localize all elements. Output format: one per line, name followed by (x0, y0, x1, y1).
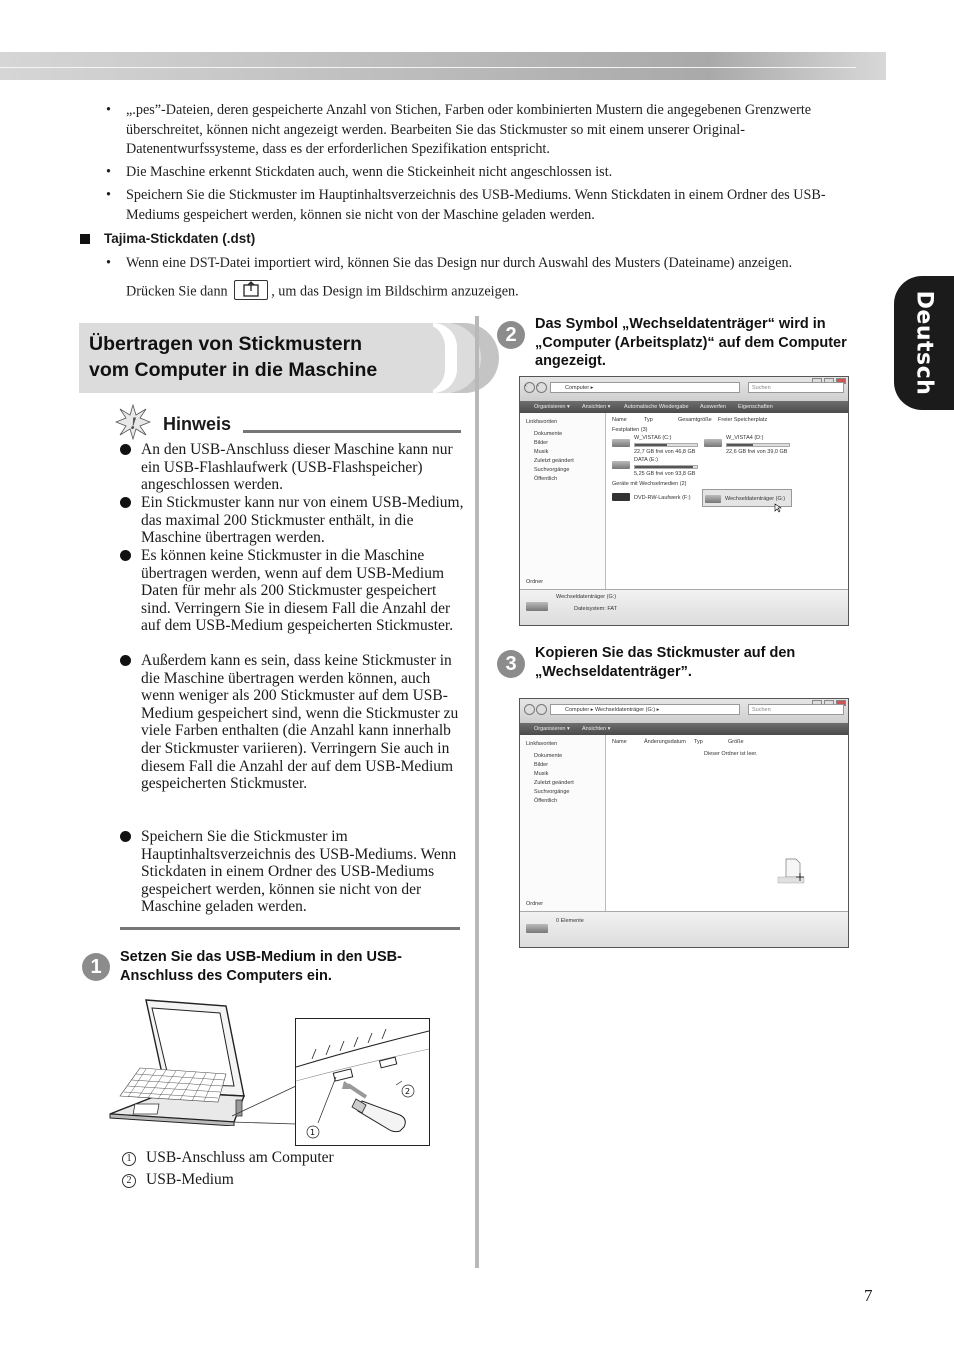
drive-icon (612, 461, 630, 469)
search-box[interactable]: Suchen (748, 382, 844, 393)
drive-free: 22,6 GB frei von 39,0 GB (726, 449, 788, 455)
removable-drive-icon (705, 495, 721, 503)
bullet-item: • Die Maschine erkennt Stickdaten auch, wenn die Stickeinheit nicht angeschlossen ist. (106, 164, 613, 180)
forward-button[interactable]: › (536, 382, 547, 393)
column-name[interactable]: Name (612, 739, 627, 745)
drive-name[interactable]: DATA (E:) (634, 457, 658, 463)
explorer-window-removable (519, 698, 849, 948)
note-text: Ein Stickmuster kann nur von einem USB-Medium, das maximal 200 Stickmuster enthält, in die Maschine übertragen werden. (141, 494, 464, 547)
explorer-window-computer (519, 376, 849, 626)
status-drive-icon (526, 602, 548, 611)
drive-free: 22,7 GB frei von 46,8 GB (634, 449, 696, 455)
svg-text:!: ! (130, 414, 138, 433)
note-item (141, 828, 466, 916)
note-item (141, 652, 466, 793)
drive-icon (612, 439, 630, 447)
status-drive-icon (526, 924, 548, 933)
step-text: Kopieren Sie das Stickmuster auf den „Wechseldatenträger”. (535, 645, 796, 680)
design-view-key-icon (234, 280, 268, 300)
note-burst-icon (115, 404, 151, 440)
note-title: Hinweis (163, 414, 232, 434)
forward-button[interactable] (536, 704, 547, 715)
column-size[interactable]: Größe (728, 739, 744, 745)
drive-name[interactable]: W_VISTA6 (C:) (634, 435, 672, 441)
bullet-text: Speichern Sie die Stickmuster im Hauptinhaltsverzeichnis des USB-Mediums. Wenn Stickdaten in einem Ordner des USB-Mediums gespeichert werden, können sie nicht von der Maschine geladen werden. (126, 187, 826, 223)
navigation-pane (520, 413, 606, 589)
drive-name[interactable]: W_VISTA4 (D:) (726, 435, 764, 441)
page-number: 7 (864, 1286, 873, 1305)
column-type[interactable]: Typ (694, 739, 703, 745)
sidebar-item-documents[interactable]: Dokumente (534, 753, 563, 759)
column-modified[interactable]: Änderungsdatum (644, 739, 686, 745)
zoom-connector (228, 1080, 298, 1130)
back-button[interactable] (524, 704, 535, 715)
details-pane (520, 911, 848, 947)
group-removable: Geräte mit Wechselmedien (2) (612, 481, 687, 487)
sidebar-title: Linkfavoriten (526, 741, 558, 747)
language-tab (894, 276, 954, 410)
tajima-heading (80, 231, 255, 246)
press-before-text: Drücken Sie dann (126, 283, 228, 300)
bullet-text: Die Maschine erkennt Stickdaten auch, wenn die Stickeinheit nicht angeschlossen ist. (126, 164, 613, 180)
column-free[interactable]: Freier Speicherplatz (718, 417, 768, 423)
toolbar-autoplay[interactable]: Automatische Wiedergabe (624, 404, 689, 410)
drive-icon (704, 439, 722, 447)
sidebar-item-searches[interactable]: Suchvorgänge (534, 789, 570, 795)
sidebar-item-public[interactable]: Öffentlich (534, 476, 558, 482)
section-title-line1: Übertragen von Stickmustern (89, 333, 363, 355)
toolbar-eject[interactable]: Auswerfen (700, 404, 726, 410)
bullet-item: • Speichern Sie die Stickmuster im Hauptinhaltsverzeichnis des USB-Mediums. Wenn Stickdaten in einem Ordner des USB-Mediums gespeichert werden, können sie nicht von der Maschine geladen werden. (106, 187, 826, 223)
dragged-file-icon[interactable] (776, 857, 810, 887)
section-heading (79, 323, 457, 393)
legend-item (122, 1149, 334, 1167)
legend-number: 2 (122, 1174, 136, 1188)
column-divider (475, 316, 479, 1268)
sidebar-title: Linkfavoriten (526, 419, 558, 425)
mouse-cursor-icon (774, 503, 782, 513)
step-number: 1 (82, 953, 110, 981)
tajima-heading-text: Tajima-Stickdaten (.dst) (104, 231, 256, 246)
bullet-item: • „.pes”-Dateien, deren gespeicherte Anzahl von Stichen, Farben oder kombinierten Mustern die angegebenen Grenzwerte überschreitet, können nicht angezeigt werden. Bearbeiten Sie das Stickmuster so mit einem unserer Original-Datenentwurfssysteme, dass es der erforderlichen Spezifikation entspricht. (106, 102, 812, 158)
note-item (141, 441, 466, 494)
note-text: Es können keine Stickmuster in die Maschine übertragen werden, wenn auf dem USB-Medium Daten für mehr als 200 Stickmuster gespeichert sind. Verringern Sie in diesem Fall die Anzahl der auf dem USB-Medium gespeicherten Stickmuster. (141, 547, 454, 635)
toolbar-organize[interactable]: Organisieren ▾ (534, 404, 570, 410)
sidebar-item-pictures[interactable]: Bilder (534, 762, 549, 768)
legend-text: USB-Medium (146, 1171, 234, 1188)
navigation-pane (520, 735, 606, 911)
removable-drive-name: Wechseldatenträger (G:) (725, 496, 786, 502)
legend-item (122, 1171, 234, 1189)
column-name[interactable]: Name (612, 417, 627, 423)
legend-text: USB-Anschluss am Computer (146, 1149, 334, 1166)
column-type[interactable]: Typ (644, 417, 653, 423)
search-box[interactable]: Suchen (748, 704, 844, 715)
bullet-text: Wenn eine DST-Datei importiert wird, können Sie das Design nur durch Auswahl des Musters (Dateiname) anzeigen. (126, 255, 793, 271)
toolbar-views[interactable]: Ansichten ▾ (582, 726, 611, 732)
language-tab-label: Deutsch (911, 290, 937, 396)
toolbar-properties[interactable]: Eigenschaften (738, 404, 773, 410)
svg-text:2: 2 (405, 1087, 411, 1096)
note-text: Außerdem kann es sein, dass keine Stickmuster in die Maschine übertragen werden können, auch wenn weniger als 200 Stickmuster auf dem USB-Medium gespeichert sind, wenn die Stickmuster zu viele Farben enthalten (die Anzahl kann innerhalb der Stickmuster variieren). Verringern Sie auch in diesem Fall die Anzahl der auf dem USB-Medium gespeicherten Stickmuster. (141, 652, 459, 793)
empty-folder-message: Dieser Ordner ist leer. (704, 751, 758, 757)
sidebar-item-documents[interactable]: Dokumente (534, 431, 563, 437)
section-title-line2: vom Computer in die Maschine (89, 359, 378, 381)
step-text: Setzen Sie das USB-Medium in den USB-Anschluss des Computers ein. (120, 949, 402, 984)
dvd-drive-icon (612, 493, 630, 501)
note-text: Speichern Sie die Stickmuster im Hauptinhaltsverzeichnis des USB-Mediums. Wenn Stickdaten in einem Ordner des USB-Mediums gespeichert werden, können sie nicht von der Maschine geladen werden. (141, 828, 457, 916)
sidebar-item-pictures[interactable]: Bilder (534, 440, 549, 446)
address-bar[interactable]: Computer ▸ (550, 382, 740, 393)
svg-text:1: 1 (310, 1128, 316, 1137)
address-bar[interactable]: Computer ▸ Wechseldatenträger (G:) ▸ (550, 704, 740, 715)
drive-free: 5,25 GB frei von 93,8 GB (634, 471, 696, 477)
step-number: 3 (497, 650, 525, 678)
dvd-drive[interactable]: DVD-RW-Laufwerk (F:) (634, 495, 691, 501)
usb-port-closeup (295, 1018, 430, 1146)
sidebar-item-music[interactable]: Musik (534, 449, 549, 455)
column-size[interactable]: Gesamtgröße (678, 417, 712, 423)
sidebar-item-searches[interactable]: Suchvorgänge (534, 467, 570, 473)
sidebar-item-public[interactable]: Öffentlich (534, 798, 558, 804)
step-text: Das Symbol „Wechseldatenträger“ wird in „Computer (Arbeitsplatz)“ auf dem Computer angezeigt. (535, 316, 847, 369)
note-header (115, 402, 461, 436)
note-item (141, 547, 466, 635)
press-after-text: , um das Design im Bildschirm anzuzeigen. (271, 283, 519, 300)
laptop-illustration (106, 996, 246, 1126)
folders-toggle[interactable]: Ordner (526, 579, 544, 585)
toolbar-views[interactable]: Ansichten ▾ (582, 404, 611, 410)
status-filesystem: Dateisystem: FAT (574, 606, 617, 612)
note-text: An den USB-Anschluss dieser Maschine kann nur ein USB-Flashlaufwerk (USB-Flashspeicher) angeschlossen werden. (141, 441, 453, 494)
bullet-item: • Wenn eine DST-Datei importiert wird, können Sie das Design nur durch Auswahl des Musters (Dateiname) anzeigen. (106, 255, 793, 271)
back-button[interactable]: ‹ (524, 382, 535, 393)
sidebar-item-recent[interactable]: Zuletzt geändert (534, 458, 574, 464)
note-divider (120, 927, 460, 930)
header-band (0, 52, 886, 80)
details-pane (520, 589, 848, 625)
step-number: 2 (497, 321, 525, 349)
square-bullet-icon (80, 234, 90, 244)
sidebar-item-recent[interactable]: Zuletzt geändert (534, 780, 574, 786)
bullet-text: „.pes”-Dateien, deren gespeicherte Anzahl von Stichen, Farben oder kombinierten Mustern die angegebenen Grenzwerte überschreitet, können nicht angezeigt werden. Bearbeiten Sie das Stickmuster so mit einem unserer Original-Datenentwurfssysteme, dass es der erforderlichen Spezifikation entspricht. (126, 102, 812, 158)
folders-toggle[interactable]: Ordner (526, 901, 544, 907)
group-hard-disks: Festplatten (3) (612, 427, 648, 433)
note-item (141, 494, 466, 547)
toolbar-organize[interactable]: Organisieren ▾ (534, 726, 570, 732)
legend-number: 1 (122, 1152, 136, 1166)
status-item-count: 0 Elemente (556, 918, 584, 924)
sidebar-item-music[interactable]: Musik (534, 771, 549, 777)
status-drive-name: Wechseldatenträger (G:) (556, 594, 617, 600)
press-instruction (126, 282, 886, 302)
